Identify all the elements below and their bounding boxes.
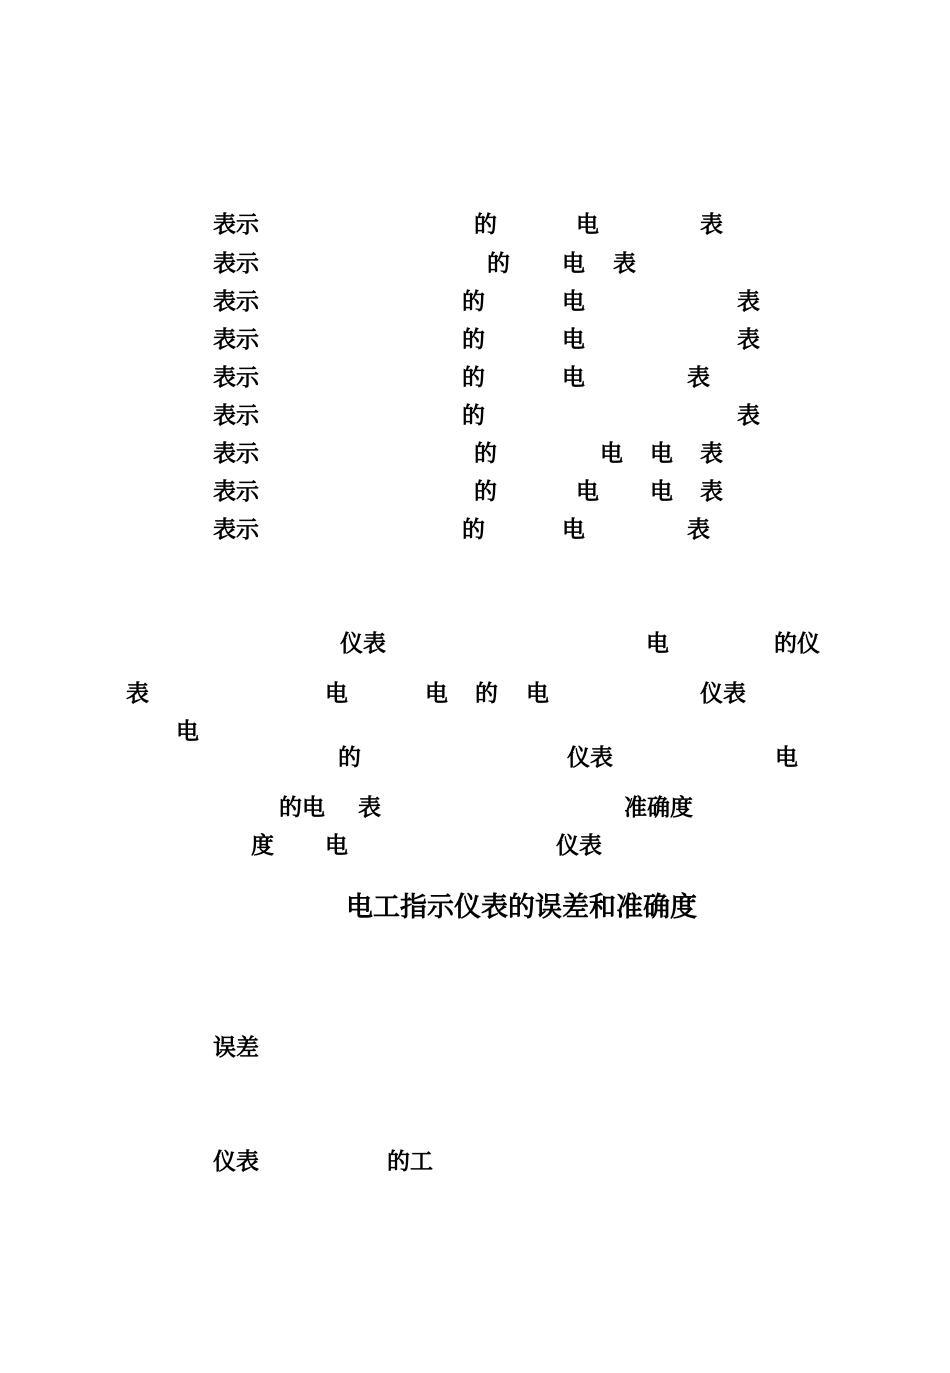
- paragraph-text: 仪表: [340, 630, 386, 657]
- row-label: 表示: [213, 211, 259, 238]
- paragraph-text: 仪表: [567, 744, 613, 771]
- row-text: 电: [650, 478, 673, 505]
- section-title: 电工指示仪表的误差和准确度: [346, 892, 697, 923]
- row-text: 表: [687, 516, 710, 543]
- row-label: 表示: [213, 478, 259, 505]
- paragraph-text: 电: [775, 744, 798, 771]
- row-text: 表: [700, 211, 723, 238]
- row-text: 电: [600, 440, 623, 467]
- row-label: 表示: [213, 364, 259, 391]
- paragraph-text: 的: [475, 680, 498, 707]
- row-label: 表示: [213, 288, 259, 315]
- row-text: 的: [462, 288, 485, 315]
- paragraph-text: 电: [176, 718, 199, 745]
- paragraph-text: 度: [251, 832, 274, 859]
- paragraph-text: 表: [358, 794, 381, 821]
- row-text: 电: [562, 326, 585, 353]
- body-text: 的工: [387, 1148, 433, 1175]
- row-text: 电: [562, 288, 585, 315]
- row-text: 电: [562, 364, 585, 391]
- row-text: 的: [474, 478, 497, 505]
- row-text: 表: [613, 250, 636, 277]
- row-text: 表: [700, 478, 723, 505]
- paragraph-text: 的电: [279, 794, 325, 821]
- row-label: 表示: [213, 326, 259, 353]
- row-text: 的: [487, 250, 510, 277]
- row-label: 表示: [213, 440, 259, 467]
- row-label: 表示: [213, 402, 259, 429]
- paragraph-text: 电: [325, 832, 348, 859]
- row-text: 表: [737, 326, 760, 353]
- paragraph-text: 电: [425, 680, 448, 707]
- paragraph-text: 的: [338, 744, 361, 771]
- row-text: 表: [737, 402, 760, 429]
- row-text: 电: [576, 478, 599, 505]
- paragraph-text: 表: [126, 680, 149, 707]
- row-text: 表: [700, 440, 723, 467]
- row-text: 电: [650, 440, 673, 467]
- paragraph-text: 仪表: [700, 680, 746, 707]
- paragraph-text: 电: [526, 680, 549, 707]
- row-label: 表示: [213, 516, 259, 543]
- body-text: 仪表: [213, 1148, 259, 1175]
- row-text: 的: [462, 364, 485, 391]
- paragraph-text: 仪表: [556, 832, 602, 859]
- row-text: 表: [737, 288, 760, 315]
- paragraph-text: 准确度: [624, 794, 693, 821]
- paragraph-text: 电: [325, 680, 348, 707]
- row-text: 的: [462, 402, 485, 429]
- row-text: 表: [687, 364, 710, 391]
- row-text: 电: [562, 516, 585, 543]
- row-text: 的: [462, 516, 485, 543]
- paragraph-text: 的仪: [774, 630, 820, 657]
- subsection-heading: 误差: [213, 1034, 259, 1061]
- row-text: 的: [474, 211, 497, 238]
- row-text: 电: [576, 211, 599, 238]
- row-label: 表示: [213, 250, 259, 277]
- row-text: 的: [474, 440, 497, 467]
- row-text: 的: [462, 326, 485, 353]
- paragraph-text: 电: [646, 630, 669, 657]
- row-text: 电: [562, 250, 585, 277]
